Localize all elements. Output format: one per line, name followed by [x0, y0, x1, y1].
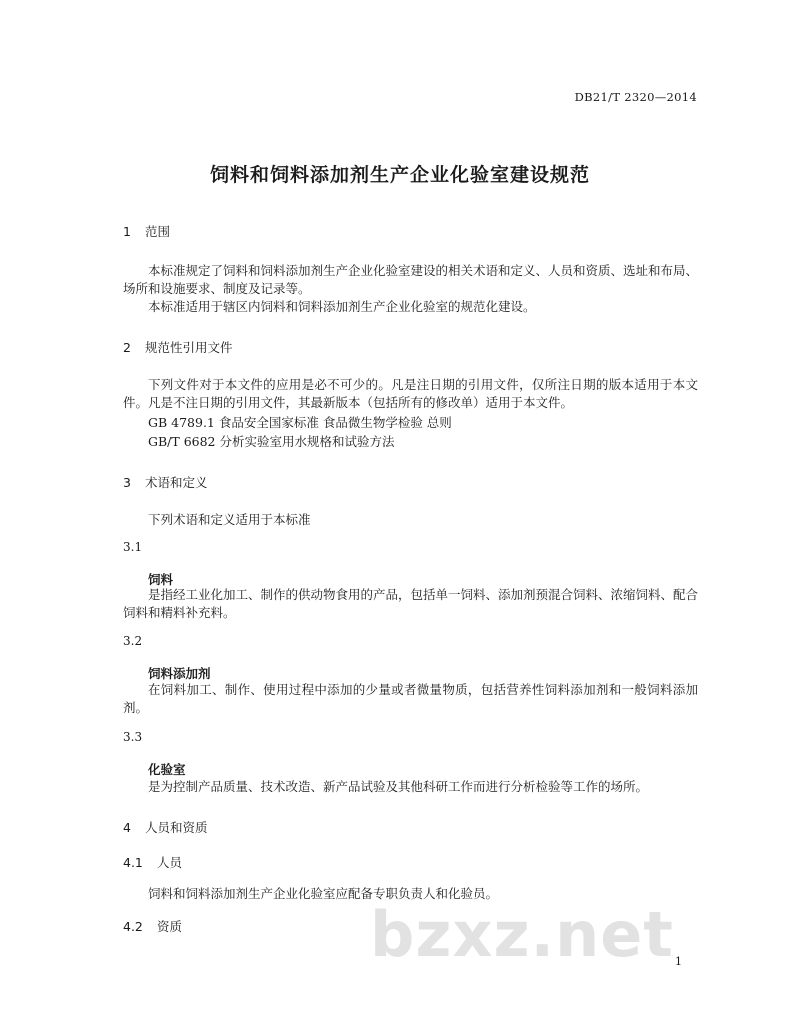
term-3-number: 3.3 — [123, 730, 143, 744]
reference-2: GB/T 6682 分析实验室用水规格和试验方法 — [148, 434, 395, 449]
section-3-heading — [123, 473, 208, 491]
term-2-number: 3.2 — [123, 634, 143, 648]
section-2-paragraph: 下列文件对于本文件的应用是必不可少的。凡是注日期的引用文件，仅所注日期的版本适用于本文件。凡是不注日期的引用文件，其最新版本（包括所有的修改单）适用于本文件。 — [123, 377, 698, 410]
subsection-4-2-number: 4.2 — [123, 919, 143, 934]
subsection-4-2-heading — [123, 917, 182, 935]
section-4-heading — [123, 818, 208, 836]
document-title: 饲料和饲料添加剂生产企业化验室建设规范 — [209, 164, 590, 186]
term-2-definition: 在饲料加工、制作、使用过程中添加的少量或者微量物质，包括营养性饲料添加剂和一般饲料添加剂。 — [123, 682, 698, 715]
section-1-paragraph-2: 本标准适用于辖区内饲料和饲料添加剂生产企业化验室的规范化建设。 — [148, 299, 536, 314]
section-1-heading — [123, 222, 170, 240]
section-1-number: 1 — [123, 224, 131, 239]
subsection-4-1-text: 饲料和饲料添加剂生产企业化验室应配备专职负责人和化验员。 — [148, 886, 499, 901]
section-4-number: 4 — [123, 820, 131, 835]
section-3-title: 术语和定义 — [145, 475, 208, 490]
subsection-4-1-title: 人员 — [157, 855, 183, 870]
reference-1: GB 4789.1 食品安全国家标准 食品微生物学检验 总则 — [148, 415, 452, 430]
subsection-4-1-number: 4.1 — [123, 855, 143, 870]
subsection-4-2-title: 资质 — [157, 919, 183, 934]
term-3-definition: 是为控制产品质量、技术改造、新产品试验及其他科研工作而进行分析检验等工作的场所。 — [148, 779, 649, 794]
section-3-intro: 下列术语和定义适用于本标准 — [148, 512, 311, 527]
term-2-name: 饲料添加剂 — [148, 666, 211, 681]
section-2-heading — [123, 338, 233, 356]
document-code: DB21/T 2320—2014 — [574, 90, 697, 104]
term-3-name: 化验室 — [148, 762, 186, 777]
subsection-4-1-heading — [123, 853, 182, 871]
watermark-text: bzxz.net — [370, 898, 674, 971]
section-2-title: 规范性引用文件 — [145, 340, 233, 355]
section-1-title: 范围 — [145, 224, 171, 239]
section-3-number: 3 — [123, 475, 131, 490]
term-1-definition: 是指经工业化加工、制作的供动物食用的产品，包括单一饲料、添加剂预混合饲料、浓缩饲料、配合饲料和精料补充料。 — [123, 587, 699, 620]
section-1-paragraph-1: 本标准规定了饲料和饲料添加剂生产企业化验室建设的相关术语和定义、人员和资质、选址和布局、场所和设施要求、制度及记录等。 — [123, 263, 699, 296]
section-4-title: 人员和资质 — [145, 820, 208, 835]
term-1-number: 3.1 — [123, 540, 143, 554]
section-2-number: 2 — [123, 340, 131, 355]
term-1-name: 饲料 — [148, 572, 174, 587]
page-number: 1 — [675, 955, 682, 968]
